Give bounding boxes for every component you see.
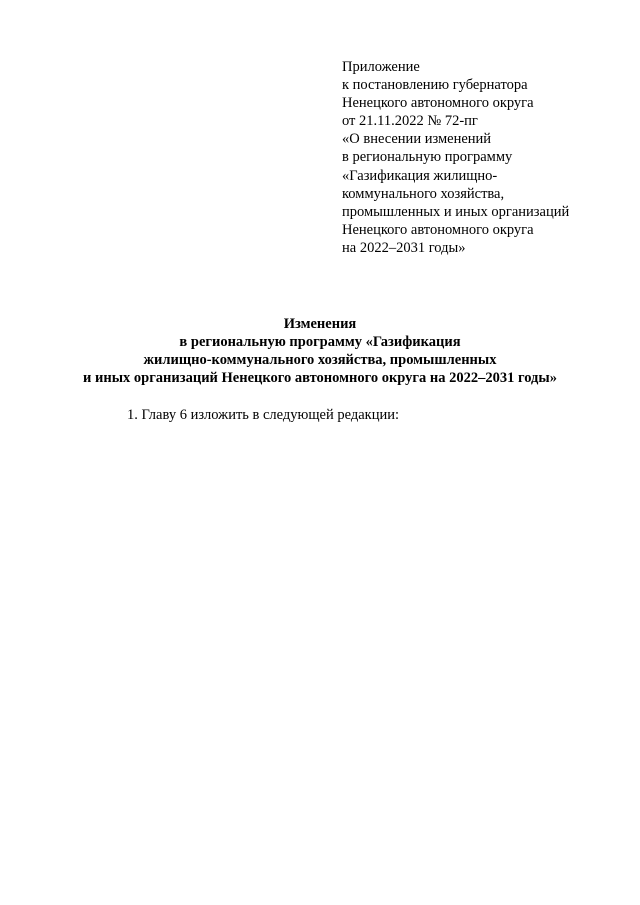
title-line: Изменения xyxy=(283,316,357,332)
appendix-line: Ненецкого автономного округа xyxy=(342,221,534,238)
appendix-header xyxy=(342,58,632,257)
appendix-line: к постановлению губернатора xyxy=(342,77,528,94)
title-line: и иных организаций Ненецкого автономного округа на 2022–2031 годы» xyxy=(83,370,557,387)
appendix-line: в региональную программу xyxy=(342,149,513,166)
appendix-line: от 21.11.2022 № 72-пг xyxy=(342,113,478,130)
appendix-line: «Газификация жилищно- xyxy=(342,167,498,184)
appendix-line: Ненецкого автономного округа xyxy=(342,95,534,112)
appendix-line: коммунального хозяйства, xyxy=(342,185,505,202)
appendix-line: «О внесении изменений xyxy=(342,131,492,148)
document-title xyxy=(0,315,640,387)
title-line: в региональную программу «Газификация xyxy=(179,334,461,351)
body-paragraph: 1. Главу 6 изложить в следующей редакции: xyxy=(127,407,400,423)
title-line: жилищно-коммунального хозяйства, промышленных xyxy=(143,352,497,369)
appendix-line: на 2022–2031 годы» xyxy=(342,239,466,256)
appendix-line: промышленных и иных организаций xyxy=(342,203,570,220)
appendix-line: Приложение xyxy=(342,59,420,75)
